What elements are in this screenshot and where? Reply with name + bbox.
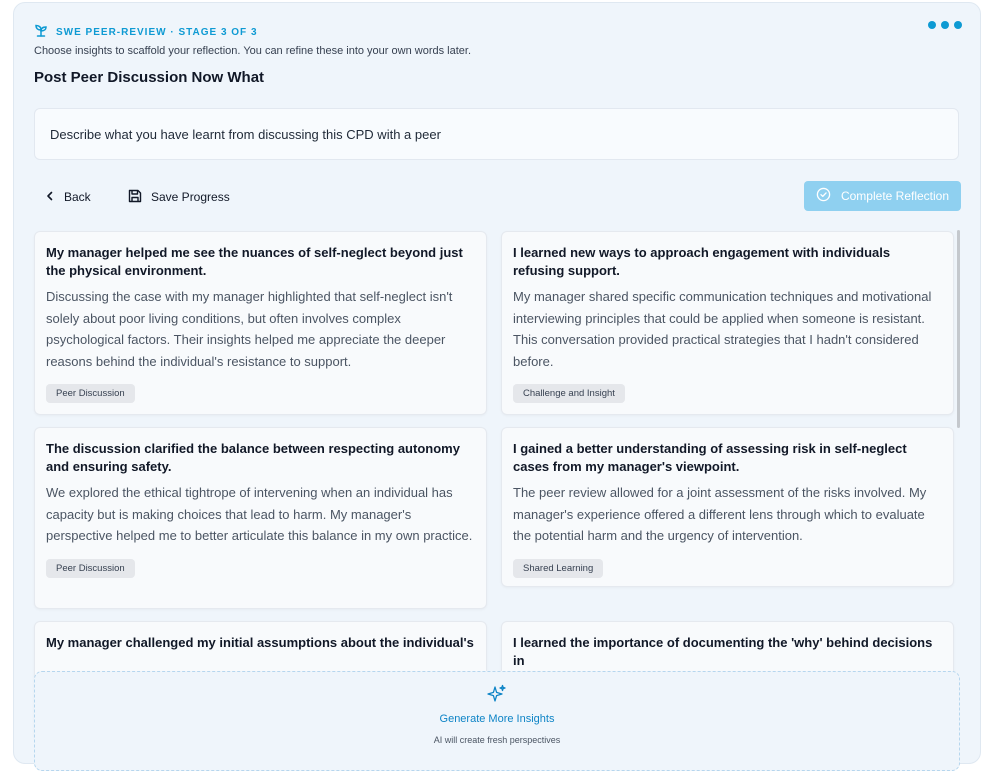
insight-card[interactable] [34, 231, 487, 415]
save-icon [127, 188, 143, 207]
back-button[interactable] [44, 181, 91, 213]
dot [954, 21, 962, 29]
card-title: I gained a better understanding of assessing risk in self-neglect cases from my manager's viewpoint. [513, 441, 907, 474]
card-tag: Peer Discussion [46, 559, 135, 578]
page-title: Post Peer Discussion Now What [34, 69, 265, 86]
reflection-prompt [34, 108, 959, 160]
generate-more-insights-button[interactable] [34, 671, 960, 771]
dot [928, 21, 936, 29]
complete-reflection-button[interactable] [804, 181, 961, 211]
generate-subtitle: AI will create fresh perspectives [433, 735, 561, 745]
card-title: I learned new ways to approach engagement with individuals refusing support. [513, 245, 891, 278]
card-tag: Peer Discussion [46, 384, 135, 403]
seedling-icon [34, 23, 48, 42]
card-body: Discussing the case with my manager highlighted that self-neglect isn't solely about poor living conditions, but often involves complex psychological factors. Their insights helped me appreciate the deeper reasons behind the individual's resistance to support. [46, 289, 453, 369]
save-label: Save Progress [151, 190, 230, 204]
insight-card[interactable] [34, 427, 487, 609]
stage-header [34, 23, 258, 42]
stage-label: SWE PEER-REVIEW · STAGE 3 OF 3 [56, 27, 258, 38]
insight-card[interactable] [501, 427, 954, 587]
insight-card[interactable] [501, 231, 954, 415]
more-dots-icon[interactable] [928, 21, 962, 29]
card-tag: Challenge and Insight [513, 384, 625, 403]
cards-scrollbar[interactable] [957, 230, 960, 428]
generate-title: Generate More Insights [439, 713, 555, 725]
card-title: My manager helped me see the nuances of self-neglect beyond just the physical environment. [46, 245, 463, 278]
chevron-left-icon [44, 190, 56, 205]
card-title: My manager challenged my initial assumptions about the individual's [46, 635, 474, 650]
sparkles-icon [487, 684, 507, 709]
card-tag: Shared Learning [513, 559, 603, 578]
back-label: Back [64, 190, 91, 204]
page-subtitle: Choose insights to scaffold your reflection. You can refine these into your own words later. [34, 45, 471, 57]
save-progress-button[interactable] [127, 181, 230, 213]
card-title: The discussion clarified the balance between respecting autonomy and ensuring safety. [46, 441, 460, 474]
check-circle-icon [816, 187, 831, 205]
dot [941, 21, 949, 29]
prompt-text: Describe what you have learnt from discussing this CPD with a peer [50, 126, 441, 142]
toolbar [34, 181, 961, 213]
insight-cards [34, 231, 964, 668]
card-body: We explored the ethical tightrope of intervening when an individual has capacity but is making choices that lead to harm. My manager's perspective helped me to better articulate this balance in my own practice. [46, 485, 473, 543]
complete-label: Complete Reflection [840, 189, 950, 203]
card-body: My manager shared specific communication techniques and motivational interviewing principles that could be applied when someone is resistant. This conversation provided practical strategies that I hadn't considered before. [513, 289, 932, 369]
card-title: I learned the importance of documenting the 'why' behind decisions in [513, 635, 933, 668]
reflection-panel [13, 2, 981, 764]
card-body: The peer review allowed for a joint assessment of the risks involved. My manager's experience offered a different lens through which to evaluate the potential harm and the urgency of intervention. [513, 485, 927, 543]
